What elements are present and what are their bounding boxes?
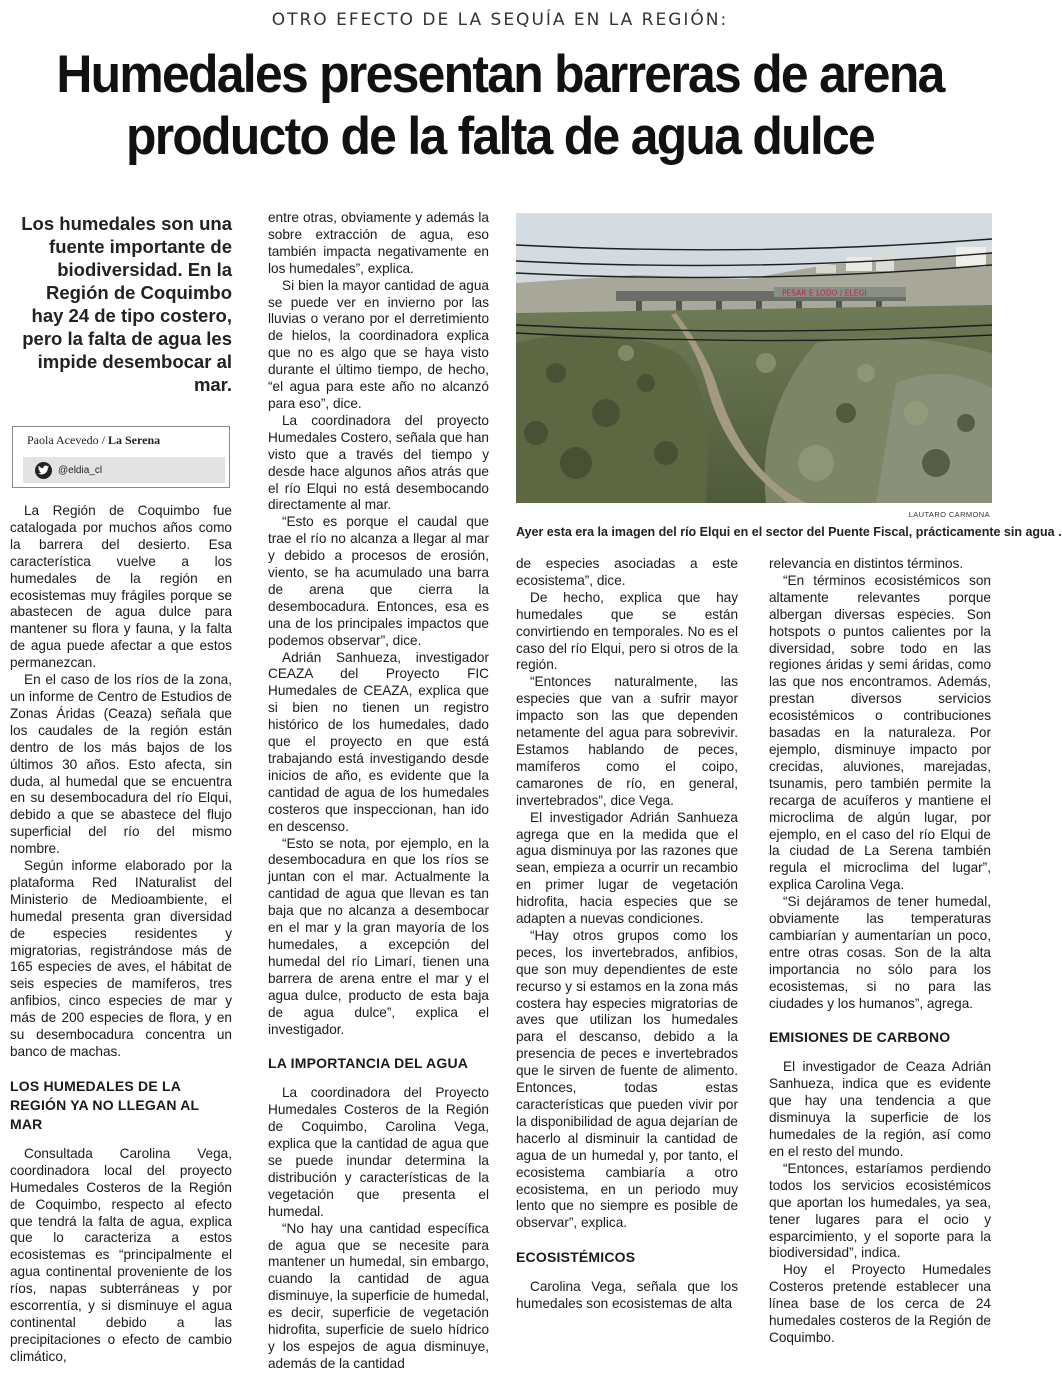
paragraph: “Esto es porque el caudal que trae el río no alcanza a llegar al mar y debido a procesos de erosión, viento, se ha acumulado una barra de arena que cierra la desembocadura. Entonces, esa es una de los principales impactos que podemos observar”, dice. (268, 514, 489, 648)
article-column-3 (516, 556, 738, 1313)
photo-credit: LAUTARO CARMONA (908, 510, 990, 519)
byline-city: La Serena (108, 433, 161, 447)
paragraph: “Hay otros grupos como los peces, los invertebrados, anfibios, que son muy dependientes de este recurso y si estamos en la zona más costera hay especies migratorias de aves que utilizan los humedales para el descanso, debido a la presencia de peces e invertebrados que le sirven de fuente de alimento. Entonces, todas estas características que pueden vivir por la disponibilidad de agua dejarían de hacerlo al disminuir la cantidad de agua de un humedal y, por tanto, el ecosistema cambiaría a otro ecosistema, en un periodo muy lento que no siempre es posible de observar”, explica. (516, 927, 738, 1231)
twitter-handle-bar (23, 457, 225, 483)
paragraph: Adrián Sanhueza, investigador CEAZA del Proyecto FIC Humedales de CEAZA, explica que si bien no tienen un registro histórico de los humedales, dado que el proyecto en que está trabajando está investigando desde inicios de año, es evidente que la cantidad de agua de los humedales costeros que inspeccionan, han ido en descenso. (268, 649, 489, 834)
paragraph: “Entonces, estaríamos perdiendo todos los servicios ecosistémicos que aportan los humedales, ya sea, tener lugares para el ocio y esparcimiento, y el soporte para la biodiversidad”, indica. (769, 1160, 991, 1261)
river-elqui-illustration (516, 213, 992, 503)
paragraph: En el caso de los ríos de la zona, un informe de Centro de Estudios de Zonas Áridas (Ceaza) señala que los caudales de la región están dentro de los más bajos de los últimos 30 años. Esto afecta, sin duda, al humedal que se encuentra en su desembocadura del río Elqui, debido a que se abastece del flujo superficial del río del mismo nombre. (10, 672, 232, 857)
paragraph: de especies asociadas a este ecosistema”, dice. (516, 556, 738, 588)
subheading: ECOSISTÉMICOS (516, 1249, 636, 1266)
river-photo (516, 213, 992, 503)
paragraph: La Región de Coquimbo fue catalogada por muchos años como la barrera del desierto. Esa característica vuelve a los humedales de la región en ecosistemas muy frágiles porque se abastecen de agua dulce para mantener su flora y fauna, y la falta de agua puede afectar a que estos permanezcan. (10, 503, 232, 671)
paragraph: El investigador de Ceaza Adrián Sanhueza, indica que es evidente que hay una tendencia a que disminuya la superficie de los humedales de la región, así como en el resto del mundo. (769, 1059, 991, 1159)
paragraph: “No hay una cantidad específica de agua que se necesite para mantener un humedal, sin embargo, cuando la cantidad de agua disminuye, la superficie de humedal, es decir, superficie de vegetación hidrofita, superficie de suelo hídrico y los espejos de agua disminuye, además de la cantidad (268, 1220, 489, 1371)
subheading: LA IMPORTANCIA DEL AGUA (268, 1055, 469, 1072)
paragraph: relevancia en distintos términos. (769, 556, 964, 571)
twitter-handle: @eldia_cl (58, 464, 103, 476)
paragraph: “Si dejáramos de tener humedal, obviamente las temperaturas cambiarían y aumentarían un poco, entre otras cosas. Son de la alta importancia no sólo para los ecosistemas, si no para las ciudades y los humanos”, agrega. (769, 894, 991, 1011)
article-column-1 (10, 503, 232, 1366)
subheading: EMISIONES DE CARBONO (769, 1029, 951, 1046)
paragraph: Si bien la mayor cantidad de agua se puede ver en invierno por las lluvias o verano por el derretimiento de hielos, la coordinadora explica que no es algo que se haya visto durante el último tiempo, de hecho, “el agua para este año no alcanzó para eso”, dice. (268, 277, 489, 411)
kicker: OTRO EFECTO DE LA SEQUÍA EN LA REGIÓN: (271, 10, 729, 30)
article-column-2 (268, 210, 489, 1373)
paragraph: La coordinadora del proyecto Humedales Costero, señala que han visto que a través del tiempo y desde hace algunos años atrás que el río Elqui no está desembocando directamente al mar. (268, 412, 489, 513)
bridge-sign-text: PESAR E LODO / ELEGI (782, 288, 867, 298)
paragraph: De hecho, explica que hay humedales que se están convirtiendo en temporales. No es el caso del río Elqui, pero si otros de la región. (516, 589, 738, 673)
paragraph: Según informe elaborado por la plataforma Red INaturalist del Ministerio de Medioambiente, el humedal presenta gran diversidad de especies residentes y migratorias, registrándose más de 165 especies de aves, el hábitat de seis especies de mamíferos, tres anfibios, cinco especies de mar y más de 200 especies de flora, y en su desembocadura concentra un banco de machas. (10, 858, 232, 1059)
twitter-bird-icon (35, 462, 52, 479)
paragraph: Carolina Vega, señala que los humedales son ecosistemas de alta (516, 1279, 738, 1312)
article-column-4 (769, 556, 991, 1347)
paragraph: Hoy el Proyecto Humedales Costeros pretende establecer una línea base de los cerca de 24 humedales costeros de la Región de Coquimbo. (769, 1262, 991, 1345)
paragraph: entre otras, obviamente y además la sobre extracción de agua, eso también impacta negativamente en los humedales”, explica. (268, 210, 489, 276)
paragraph: Consultada Carolina Vega, coordinadora local del proyecto Humedales Costeros de la Región de Coquimbo, respecto al efecto que tendrá la falta de agua, explica que lo caracteriza a estos ecosistemas es “principalmente el agua continental proveniente de los ríos, napas subterráneas y por escorrentía, y si disminuye el agua continental debido a las precipitaciones o efecto de cambio climático, (10, 1145, 232, 1364)
lead-paragraph: Los humedales son una fuente importante de biodiversidad. En la Región de Coquimbo hay 24 de tipo costero, pero la falta de agua les impide desembocar al mar. (21, 213, 232, 395)
photo-caption: Ayer esta era la imagen del río Elqui en el sector del Puente Fiscal, prácticamente sin agua . (516, 525, 1062, 539)
paragraph: “En términos ecosistémicos son altamente relevantes porque albergan diversas especies. Son hotspots o puntos calientes por la diversidad, sobre todo en las regiones áridas y semi áridas, como las que nos encontramos. Además, prestan diversos servicios ecosistémicos o contribuciones basadas en la naturaleza. Por ejemplo, disminuye impacto por crecidas, aluviones, marejadas, tsunamis, pero también permite la recarga de acuíferos y mantiene el microclima de algún lugar, por ejemplo, en el caso del río Elqui de la ciudad de La Serena también regula el microclima del lugar”, explica Carolina Vega. (769, 572, 991, 893)
byline-separator: / (101, 433, 105, 447)
paragraph: “Entonces naturalmente, las especies que van a sufrir mayor impacto son las que dependen netamente del agua para sobrevivir. Estamos hablando de peces, mamíferos como el coipo, camarones de río, en general, invertebrados”, dice Vega. (516, 674, 738, 808)
paragraph: “Esto se nota, por ejemplo, en la desembocadura en que los ríos se juntan con el mar. Actualmente la cantidad de agua que llevan es tan baja que no alcanza a desembocar en el mar y la gran mayoría de los humedales, a excepción del humedal del río Limarí, tienen una barrera de arena entre el mar y el agua dulce, producto de esta baja de agua dulce”, explica el investigador. (268, 835, 489, 1037)
headline: Humedales presentan barreras de arena producto de la falta de agua dulce (56, 45, 944, 166)
paragraph: La coordinadora del Proyecto Humedales Costeros de la Región de Coquimbo, Carolina Vega, explica que la cantidad de agua que se puede inundar determina la distribución y características de la vegetación que presenta el humedal. (268, 1085, 489, 1219)
byline-box (12, 426, 230, 488)
subheading: LOS HUMEDALES DE LA REGIÓN YA NO LLEGAN AL MAR (10, 1077, 200, 1132)
byline-author-line (13, 427, 229, 453)
paragraph: El investigador Adrián Sanhueza agrega que en la medida que el agua disminuya por las razones que sean, empieza a ocurrir un recambio en primer lugar de vegetación hidrofita, hacia especies que se adapten a nuevas condiciones. (516, 809, 738, 927)
byline-author: Paola Acevedo (27, 433, 99, 447)
